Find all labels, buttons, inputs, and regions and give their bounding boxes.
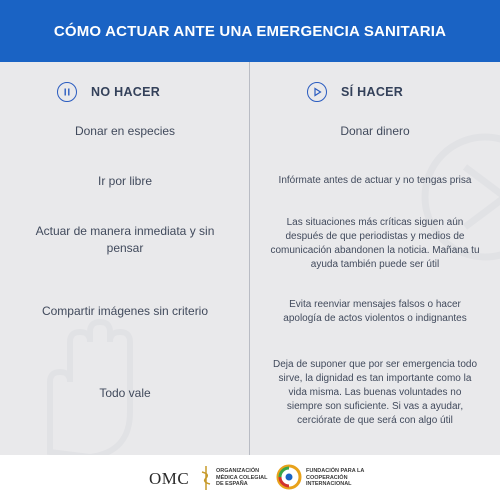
- no-item: Todo vale: [99, 385, 151, 400]
- si-hacer-header: [307, 82, 403, 102]
- omc-logo-text: OMC: [149, 469, 190, 488]
- no-hacer-column: [0, 62, 250, 455]
- no-item: Donar en especies: [74, 123, 176, 138]
- si-item: Infórmate antes de actuar y no tengas prisa: [278, 175, 472, 186]
- si-item: Evita reenviar mensajes falsos o hacer apología de actos violentos o indignantes: [283, 299, 467, 324]
- no-item: Actuar de manera inmediata y sin pensar: [35, 224, 215, 255]
- no-hacer-title: NO HACER: [91, 85, 161, 99]
- comparison-panel: [0, 62, 500, 455]
- si-item: Deja de suponer que por ser emergencia todo sirve, la dignidad es tan importante como la vida misma. Las buenas voluntades no siempre son suficiente. Si vas a ayudar, cerciórate de que será con algo útil: [272, 359, 478, 426]
- si-item: Donar dinero: [340, 124, 410, 138]
- omc-name: ORGANIZACIÓN MÉDICA COLEGIAL DE ESPAÑA: [216, 468, 268, 487]
- footer-logos: [0, 455, 500, 500]
- page-title: CÓMO ACTUAR ANTE UNA EMERGENCIA SANITARIA: [53, 22, 447, 40]
- si-hacer-title: SÍ HACER: [341, 85, 404, 99]
- no-hacer-header: [57, 82, 160, 102]
- play-icon: [307, 82, 327, 102]
- foundation-logo-icon: [275, 463, 303, 491]
- foundation-name: FUNDACIÓN PARA LA COOPERACIÓN INTERNACIONAL: [306, 468, 365, 487]
- header-banner: [0, 0, 500, 62]
- no-item: Compartir imágenes sin criterio: [41, 303, 209, 318]
- omc-seal-icon: [199, 464, 213, 492]
- si-hacer-column: [250, 62, 500, 455]
- si-item: Las situaciones más críticas siguen aún después de que periodistas y medios de comunicación abandonen la noticia. Mañana tu ayuda también puede ser útil: [270, 217, 480, 270]
- pause-icon: [57, 82, 77, 102]
- no-item: Ir por libre: [97, 173, 153, 188]
